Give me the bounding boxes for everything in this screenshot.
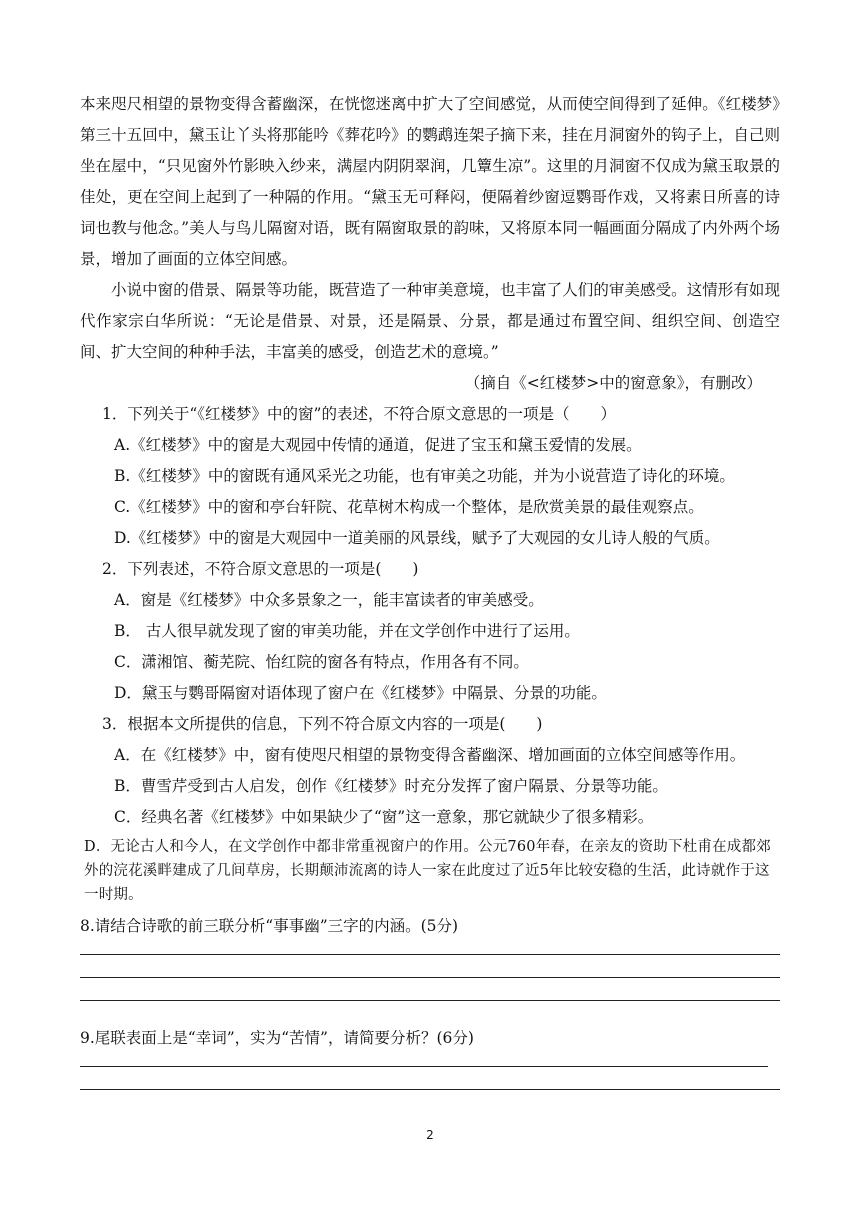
question-9-answer-lines [80, 1066, 780, 1090]
question-2-option-a: A．窗是《红楼梦》中众多景象之一，能丰富读者的审美感受。 [114, 591, 544, 609]
passage-paragraph-2: 小说中窗的借景、隔景等功能，既营造了一种审美意境，也丰富了人们的审美感受。这情形有如现代作家宗白华所说：“无论是借景、对景，还是隔景、分景，都是通过布置空间、组织空间、创造空间、扩大空间的种种手法，丰富美的感受，创造艺术的意境。” [80, 281, 780, 361]
question-1-stem: 1．下列关于“《红楼梦》中的窗”的表述，不符合原文意思的一项是（ ） [102, 405, 616, 423]
question-1-option-b: B.《红楼梦》中的窗既有通风采光之功能，也有审美之功能，并为小说营造了诗化的环境。 [114, 467, 735, 485]
question-3-option-d-paragraph: D．无论古人和今人，在文学创作中都非常重视窗户的作用。公元760年春，在亲友的资助下杜甫在成都郊外的浣花溪畔建成了几间草房，长期颠沛流离的诗人一家在此度过了近5年比较安稳的生活，此诗就作于这一时期。 [84, 839, 771, 903]
question-8-answer-lines [80, 954, 780, 1001]
question-3-option-c: C．经典名著《红楼梦》中如果缺少了“窗”这一意象，那它就缺少了很多精彩。 [114, 808, 654, 826]
question-3-option-b: B．曹雪芹受到古人启发，创作《红楼梦》时充分发挥了窗户隔景、分景等功能。 [114, 777, 668, 795]
question-1-option-d: D.《红楼梦》中的窗是大观园中一道美丽的风景线，赋予了大观园的女儿诗人般的气质。 [114, 529, 720, 547]
question-2-option-d: D．黛玉与鹦哥隔窗对语体现了窗户在《红楼梦》中隔景、分景的功能。 [114, 684, 607, 702]
question-3-option-a: A．在《红楼梦》中，窗有使咫尺相望的景物变得含蓄幽深、增加画面的立体空间感等作用。 [114, 746, 746, 764]
question-9-stem: 9.尾联表面上是“幸词”，实为“苦情”，请简要分析？(6分) [80, 1029, 474, 1047]
document-body [80, 89, 780, 1112]
question-2-option-b: B． 古人很早就发现了窗的审美功能，并在文学创作中进行了运用。 [114, 622, 580, 640]
answer-line [80, 1066, 768, 1067]
question-2-options [80, 585, 780, 709]
question-1-option-c: C.《红楼梦》中的窗和亭台轩院、花草树木构成一个整体，是欣赏美景的最佳观察点。 [114, 498, 704, 516]
page-number: 2 [426, 1128, 434, 1142]
answer-line [80, 954, 780, 955]
passage-paragraph-1: 本来咫尺相望的景物变得含蓄幽深，在恍惚迷离中扩大了空间感觉，从而使空间得到了延伸。《红楼梦》第三十五回中，黛玉让丫头将那能吟《葬花吟》的鹦鹉连架子摘下来，挂在月洞窗外的钩子上，自己则坐在屋中，“只见窗外竹影映入纱来，满屋内阴阴翠润，几簟生凉”。这里的月洞窗不仅成为黛玉取景的佳处，更在空间上起到了一种隔的作用。“黛玉无可释闷，便隔着纱窗逗鹦哥作戏，又将素日所喜的诗词也教与他念。”美人与鸟儿隔窗对语，既有隔窗取景的韵味，又将原本同一幅画面分隔成了内外两个场景，增加了画面的立体空间感。 [80, 95, 780, 268]
question-3-stem: 3．根据本文所提供的信息，下列不符合原文内容的一项是( ) [102, 715, 543, 733]
question-8-stem: 8.请结合诗歌的前三联分析“事事幽”三字的内涵。(5分) [80, 917, 459, 935]
answer-line [80, 977, 780, 978]
question-3-options [80, 740, 780, 833]
question-2-option-c: C．潇湘馆、蘅芜院、怡红院的窗各有特点，作用各有不同。 [114, 653, 529, 671]
question-1-option-a: A.《红楼梦》中的窗是大观园中传情的通道，促进了宝玉和黛玉爱情的发展。 [114, 436, 642, 454]
answer-line [80, 1089, 780, 1090]
question-1-options [80, 430, 780, 554]
question-2-stem: 2．下列表述，不符合原文意思的一项是( ) [102, 560, 419, 578]
source-citation: （摘自《<红楼梦>中的窗意象》，有删改） [464, 374, 762, 392]
answer-line [80, 1000, 780, 1001]
